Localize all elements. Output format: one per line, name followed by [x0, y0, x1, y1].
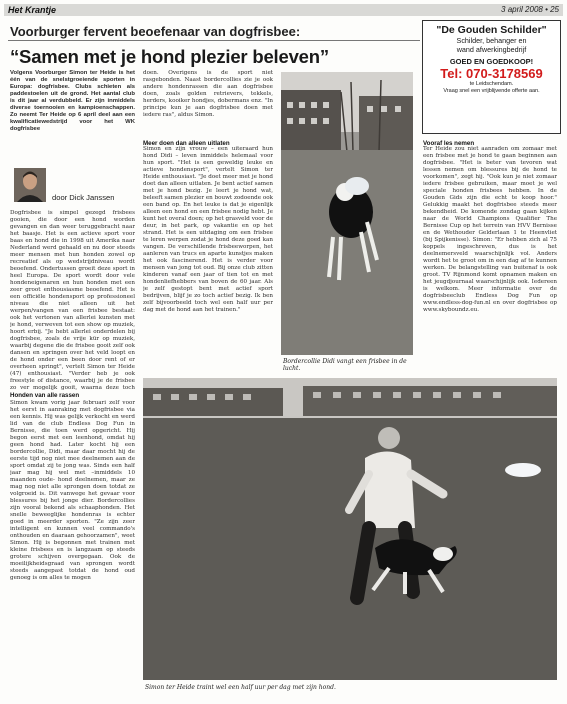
ad-note: Vraag snel een vrijblijvende offerte aan.	[443, 88, 540, 94]
masthead-bar	[4, 4, 563, 16]
photo-simon-training	[143, 378, 557, 680]
ad-name: "De Gouden Schilder"	[436, 24, 547, 36]
caption-big-photo: Simon ter Heide traint wel een half uur per dag met zijn hond.	[145, 684, 336, 691]
article-lead: Volgens Voorburger Simon ter Heide is het één van de snelstgroeiende sporten in Europa: dogfrisbee. Clubs schieten als paddestoelen uit de grond. Het aantal club is dit jaar al verdubbeld. Er zijn inmiddels diverse toernooien en kampioenschappen. Zo neemt Ter Heide op 6 april deel aan een kwalificatiewedstrijd voor het WK dogfrisbee	[10, 70, 135, 132]
ad-line-1: Schilder, behanger en	[456, 36, 527, 45]
byline: door Dick Janssen	[52, 193, 115, 202]
section-name: Het Krantje	[8, 5, 57, 15]
ad-line-2: wand afwerkingbedrijf	[456, 45, 527, 54]
photo-dog-jumping	[281, 72, 413, 355]
ad-phone: Tel: 070-3178569	[440, 66, 543, 81]
author-photo	[14, 168, 46, 202]
column-3-text: Ter Heide zou niet aanraden om zomaar met een frisbee met je hond te gaan beginnen aan dogfrisbee. "Het is beter van tevoren wat lessen nemen om blessures bij de hond te voorkomen", zegt hij. "Ook kun je niet zomaar iedere frisbee gebruiken, maar moet je wel speciale honden frisbees hebben. In de Gouden Gids zijn die echt te koop hoor." Gelukkig maakt het dogfrisbee steeds meer bekendheid. De komende zondag gaan kijken naar de World Champions Qualifier The Bernisse Cup op het terrein van HVV Bernisse en de Wethouder Gelderlaan 1 te Heenvliet (bij Spijkenisse). Simon: "Er hebben zich al 75 koppels ingeschreven, dus is het deelnemersveld waarschijnlijk vol. Anders wordt het te groot om in een dag af te kunnen werken. De belangstelling van buitenaf is ook groot. TV Rijnmond komt opnamen maken en het jeugdjournaal waarschijnlijk ook. Iedereen is welkom. Meer informatie over de dogfrisbeeclub Endless Dog Fun op www.endless-dog-fun.nl en over dogfrisbee op www.skyboundz.eu.	[423, 146, 557, 313]
subheading-les-nemen: Vooraf les nemen	[423, 140, 475, 147]
subheading-rassen: Honden van alle rassen	[10, 392, 80, 399]
caption-top-photo: Bordercollie Didi vangt een frisbee in de lucht.	[283, 358, 407, 372]
column-1b-text: Simon kwam vorig jaar februari zelf voor het eerst in aanraking met dogfrisbee via een kennis. Hij was gelijk verkocht en werd lid van de club Endless Dog Fun in Bernisse, die toen werd opgericht. Hij begon eerst met een leenhond, omdat hij geen hond had. Later kocht hij een bordercollie, Didi, maar daar mocht hij de eerste tijd nog niet mee deelnemen aan de sport omdat zij te jong was. Sinds een half jaar mag hij wel met –inmiddels 10 maanden oude- hond deelnemen, maar ze mag nog niet alle sprongen doen totdat ze volgroeid is. Dit vanwege het gevaar voor blessures bij het jonge dier. Bordercollies zijn vooral bekend als schaaphonden. Het snelle beweeglijke hondenras is echter goed in meerder sporten. "Ze zijn zeer intelligent en kunnen veel commando's onthouden en daaraan gehoorzamen", weet Simon. Hij is begonnen met trainen met kleine frisbees en is langzaam op steeds grotere schijven overgegaan. Ook de moeilijkheidsgraad van sprongen wordt steeds aangepast totdat de hond oud genoeg is om alles te mogen	[10, 400, 135, 581]
column-1-text: Dogfrisbee is simpel gezegd frisbees gooien, die door een hond worden gevangen en dan weer teruggebracht naar het baasje. Het is een actieve sport voor baas en hond die in 1998 uit Amerika naar Nederland werd gehaald en nu door steeds meer mensen met hun honden zowel op recreatief als op wedstrijdniveau wordt beoefend. Ondertussen groeit deze sport in heel Europa. De sport wordt door vele hondeneigenaren en hun honden met een zeer groot enthousiasme beoefend. Het is een officiële hondensport op professioneel niveau die niet alleen uit het werpen/vangen van een frisbee bestaat: ook het vertonen van allerlei kunsten met je hond, verweven tot een show op muziek, hoort erbij. "Je hebt allerlei onderdelen bij dogfrisbee, zoals de vrije kür op muziek, waarbij degene die de frisbee gooit zelf ook dansen en springen over het veld loopt en de hond onder een been door rent of er overheen springt", vertelt Simon ter Heide (47) enthousiast. "Verder heb je ook freestyle of distance, waarbij je de frisbee zo ver mogelijk gooit, waarna deze toch	[10, 210, 135, 391]
column-2-text: doen. Overigens is de sport niet rasgebonden. Naast bordercollies zie je ook andere hondenrassen die aan dogfrisbee doen, zoals golden retrievers, tekkels, herders, kooiker hondjes, dobermans enz. "In principe kun je aan dogfrisbee doen met iedere ras", aldus Simon.	[143, 70, 273, 118]
issue-date: 3 april 2008 • 25	[501, 5, 559, 14]
author-portrait-icon	[14, 168, 46, 202]
ad-town: te Leidschendam.	[469, 81, 514, 87]
subheading-uitlaten: Meer doen dan alleen uitlaten	[143, 140, 230, 147]
advertisement	[422, 20, 561, 134]
dog-catching-frisbee-photo	[281, 72, 413, 355]
ad-slogan: GOED EN GOEDKOOP!	[449, 57, 534, 66]
article-kicker: Voorburger fervent beoefenaar van dogfrisbee:	[10, 24, 301, 39]
column-2b-text: Simon en zijn vrouw – een uiteraard hun hond Didi – leven inmiddels helemaal voor hun sport. "Het is een geweldig leuke en actieve hondensport", vertelt Simon ter Heide enthousiast. "Je doet meer met je hond doet dan alleen uitlaten. Je bent actief samen met je hond bezig. Je leert je hond wat, beleeft samen plezier en bouwt zodoende ook een band op. En het leuke is dat je eigenlijk alleen een hond en een frisbee nodig hebt. Je kunt het overal doen; op het grasveld voor de deur, in het park, op vakantie en op het strand. Het is een uitdaging om een frisbee te leren werpen zodat je hond deze goed kan vangen. De verschillende frisbeeworpen, het aanleren van trucs en aparte kunstjes maken het ook fascinerend. Het is verder voor mensen van jong tot oud. Bij onze club zitten kinderen vanaf een jaar of tien tot en met hondenliefhebbers van boven de 60 jaar. Als je zelf gestopt bent met actief sport bedrijven, blijf je zo toch actief bezig. Ik ben zelf bijvoorbeeld toch wel een half uur per dag met de hond aan het trainen."	[143, 146, 273, 313]
kicker-divider	[8, 40, 420, 41]
article-headline: “Samen met je hond plezier beleven”	[10, 46, 329, 67]
man-throwing-frisbee-photo	[143, 378, 557, 680]
